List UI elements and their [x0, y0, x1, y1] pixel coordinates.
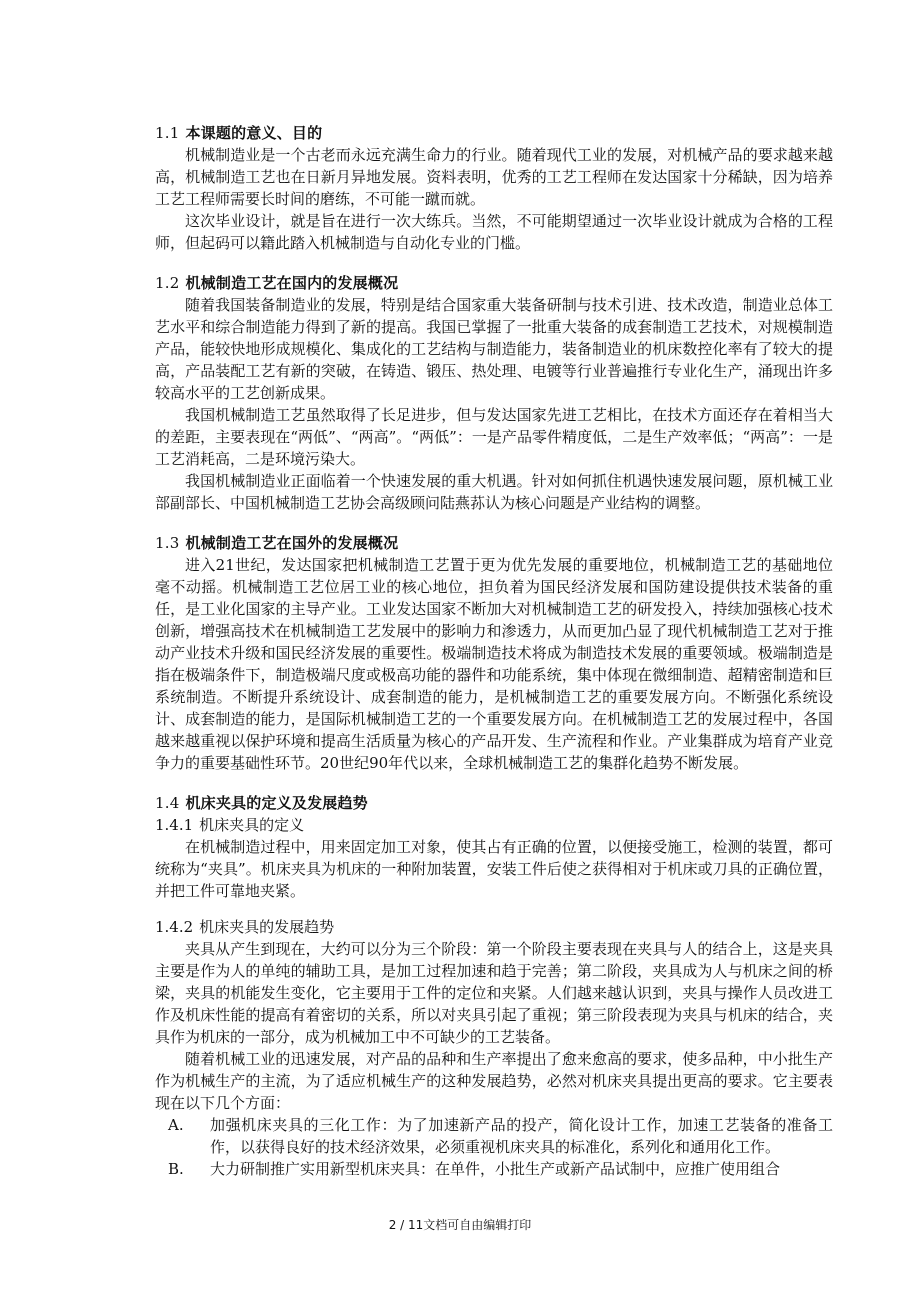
- list-item-text: 加强机床夹具的三化工作：为了加速新产品的投产，简化设计工作，加速工艺装备的准备工作，以获得良好的技术经济效果，必须重视机床夹具的标准化，系列化和通用化工作。: [210, 1116, 833, 1156]
- paragraph: 夹具从产生到现在，大约可以分为三个阶段：第一个阶段主要表现在夹具与人的结合上，这是夹具主要是作为人的单纯的辅助工具，是加工过程加速和趋于完善；第二阶段，夹具成为人与机床之间的桥梁，夹具的机能发生变化，它主要用于工件的定位和夹紧。人们越来越认识到，夹具与操作人员改进工作及机床性能的提高有着密切的关系，所以对夹具引起了重视；第三阶段表现为夹具与机床的结合，夹具作为机床的一部分，成为机械加工中不可缺少的工艺装备。: [155, 940, 833, 1046]
- section-heading: 1.4 机床夹具的定义及发展趋势: [155, 794, 368, 812]
- list-item: [155, 1158, 833, 1180]
- list-item: [155, 1114, 833, 1158]
- paragraph: 随着机械工业的迅速发展，对产品的品种和生产率提出了愈来愈高的要求，使多品种，中小批生产作为机械生产的主流，为了适应机械生产的这种发展趋势，必然对机床夹具提出更高的要求。它主要表现在以下几个方面：: [155, 1050, 833, 1112]
- list-marker: B.: [168, 1160, 184, 1178]
- paragraph: 随着我国装备制造业的发展，特别是结合国家重大装备研制与技术引进、技术改造，制造业总体工艺水平和综合制造能力得到了新的提高。我国已掌握了一批重大装备的成套制造工艺技术，对规模制造产品，能较快地形成规模化、集成化的工艺结构与制造能力，装备制造业的机床数控化率有了较大的提高，产品装配工艺有新的突破，在铸造、锻压、热处理、电镀等行业普遍推行专业化生产，涌现出许多较高水平的工艺创新成果。: [155, 296, 833, 402]
- paragraph: 机械制造业是一个古老而永远充满生命力的行业。随着现代工业的发展，对机械产品的要求越来越高，机械制造工艺也在日新月异地发展。资料表明，优秀的工艺工程师在发达国家十分稀缺，因为培养工艺工程师需要长时间的磨练，不可能一蹴而就。: [155, 146, 833, 208]
- list-item-text: 大力研制推广实用新型机床夹具：在单件，小批生产或新产品试制中，应推广使用组合: [210, 1160, 781, 1178]
- paragraph: 在机械制造过程中，用来固定加工对象，使其占有正确的位置，以便接受施工，检测的装置，都可统称为“夹具”。机床夹具为机床的一种附加装置，安装工件后使之获得相对于机床或刀具的正确位置，并把工件可靠地夹紧。: [155, 838, 833, 900]
- section-heading: 1.3 机械制造工艺在国外的发展概况: [155, 534, 399, 552]
- paragraph: 进入21世纪，发达国家把机械制造工艺置于更为优先发展的重要地位，机械制造工艺的基础地位毫不动摇。机械制造工艺位居工业的核心地位，担负着为国民经济发展和国防建设提供技术装备的重任，是工业化国家的主导产业。工业发达国家不断加大对机械制造工艺的研发投入，持续加强核心技术创新，增强高技术在机械制造工艺发展中的影响力和渗透力，从而更加凸显了现代机械制造工艺对于推动产业技术升级和国民经济发展的重要性。极端制造技术将成为制造技术发展的重要领域。极端制造是指在极端条件下，制造极端尺度或极高功能的器件和功能系统，集中体现在微细制造、超精密制造和巨系统制造。不断提升系统设计、成套制造的能力，是机械制造工艺的重要发展方向。不断强化系统设计、成套制造的能力，是国际机械制造工艺的一个重要发展方向。在机械制造工艺的发展过程中，各国越来越重视以保护环境和提高生活质量为核心的产品开发、生产流程和作业。产业集群成为培育产业竞争力的重要基础性环节。20世纪90年代以来，全球机械制造工艺的集群化趋势不断发展。: [155, 556, 833, 772]
- page-footer: 2 / 11文档可自由编辑打印: [388, 1218, 532, 1232]
- subsection-heading: 1.4.2 机床夹具的发展趋势: [155, 918, 335, 936]
- document-body: [155, 122, 833, 1180]
- requirement-list: [155, 1114, 833, 1180]
- section-heading: 1.1 本课题的意义、目的: [155, 124, 323, 142]
- list-marker: A.: [168, 1116, 184, 1134]
- subsection-heading: 1.4.1 机床夹具的定义: [155, 816, 305, 834]
- paragraph: 我国机械制造工艺虽然取得了长足进步，但与发达国家先进工艺相比，在技术方面还存在着相当大的差距，主要表现在“两低”、“两高”。“两低”：一是产品零件精度低，二是生产效率低；“两高”：一是工艺消耗高，二是环境污染大。: [155, 406, 833, 468]
- section-heading: 1.2 机械制造工艺在国内的发展概况: [155, 274, 399, 292]
- paragraph: 这次毕业设计，就是旨在进行一次大练兵。当然，不可能期望通过一次毕业设计就成为合格的工程师，但起码可以籍此踏入机械制造与自动化专业的门槛。: [155, 212, 833, 252]
- paragraph: 我国机械制造业正面临着一个快速发展的重大机遇。针对如何抓住机遇快速发展问题，原机械工业部副部长、中国机械制造工艺协会高级顾问陆燕荪认为核心问题是产业结构的调整。: [155, 472, 833, 512]
